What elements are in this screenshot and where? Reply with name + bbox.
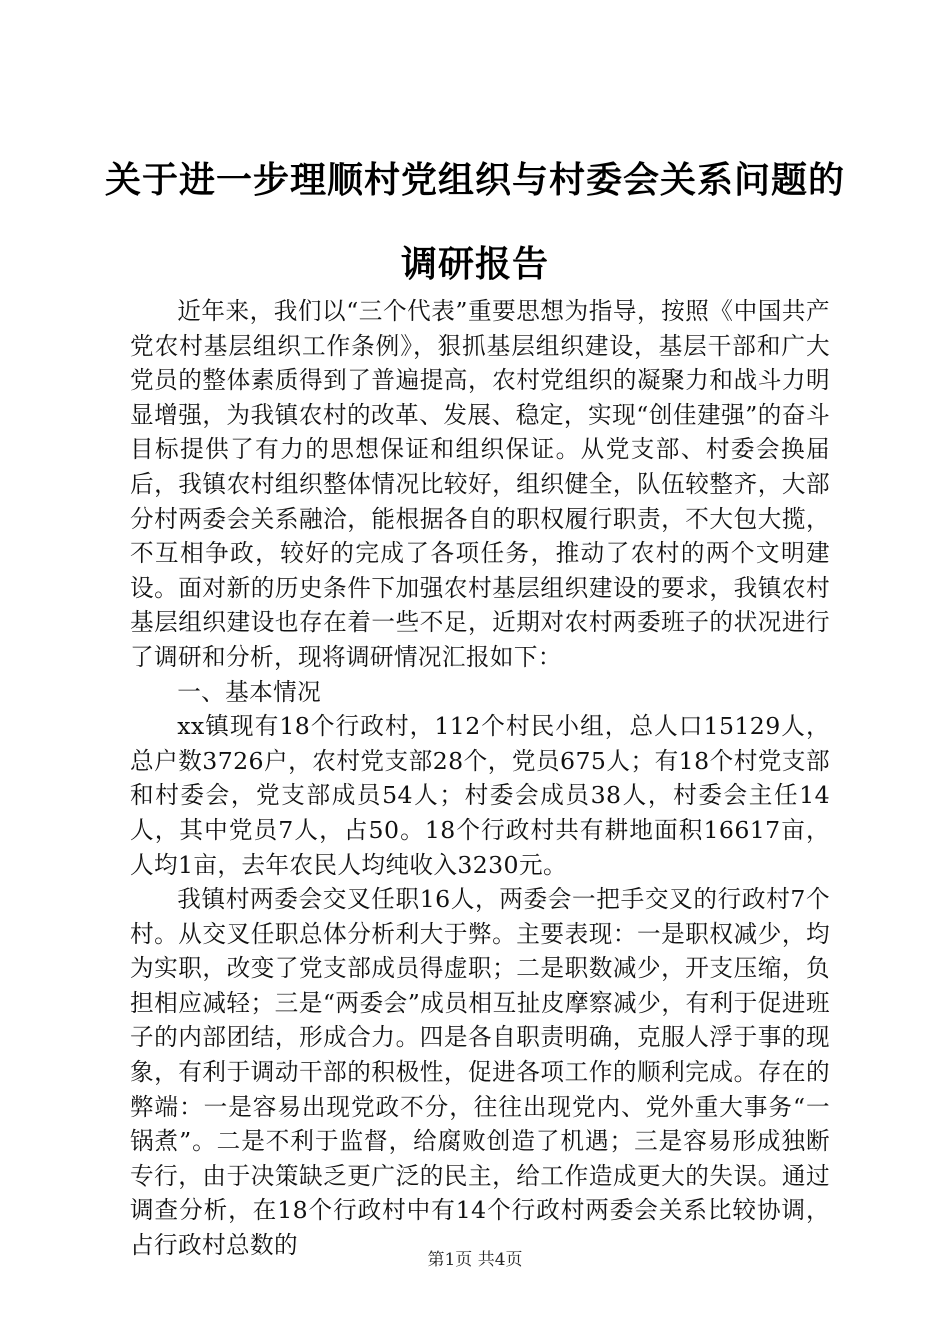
section-heading-basic-situation: 一、基本情况 <box>177 677 322 706</box>
page-footer: 第1页 共4页 <box>427 1250 523 1270</box>
document-title-line-1: 关于进一步理顺村党组织与村委会关系问题的 <box>104 159 845 201</box>
paragraph-cross-appointment: 我镇村两委会交叉任职16人，两委会一把手交叉的行政村7个村。从交叉任职总体分析利大于弊。主要表现：一是职权减少，均为实职，改变了党支部成员得虚职；二是职数减少，开支压缩，负担相应减轻；三是“两委会”成员相互扯皮摩察减少，有利于促进班子的内部团结，形成合力。四是各自职责明确，克服人浮于事的现象，有利于调动干部的积极性，促进各项工作的顺利完成。存在的弊端：一是容易出现党政不分，往往出现党内、党外重大事务“一锅煮”。二是不利于监督，给腐败创造了机遇；三是容易形成独断专行，由于决策缺乏更广泛的民主，给工作造成更大的失误。通过调查分析，在18个行政村中有14个行政村两委会关系比较协调，占行政村总数的 <box>130 885 830 1260</box>
document-title-line-2: 调研报告 <box>400 243 549 285</box>
paragraph-statistics: xx镇现有18个行政村，112个村民小组，总人口15129人，总户数3726户，农村党支部28个，党员675人；有18个村党支部和村委会，党支部成员54人；村委会成员38人，村委会主任14人，其中党员7人，占50。18个行政村共有耕地面积16617亩，人均1亩，去年农民人均纯收入3230元。 <box>130 712 830 879</box>
paragraph-intro: 近年来，我们以“三个代表”重要思想为指导，按照《中国共产党农村基层组织工作条例》，狠抓基层组织建设，基层干部和广大党员的整体素质得到了普遍提高，农村党组织的凝聚力和战斗力明显增强，为我镇农村的改革、发展、稳定，实现“创佳建强”的奋斗目标提供了有力的思想保证和组织保证。从党支部、村委会换届后，我镇农村组织整体情况比较好，组织健全，队伍较整齐，大部分村两委会关系融洽，能根据各自的职权履行职责，不大包大揽，不互相争政，较好的完成了各项任务，推动了农村的两个文明建设。面对新的历史条件下加强农村基层组织建设的要求，我镇农村基层组织建设也存在着一些不足，近期对农村两委班子的状况进行了调研和分析，现将调研情况汇报如下： <box>130 297 830 671</box>
document-body <box>130 294 830 1263</box>
